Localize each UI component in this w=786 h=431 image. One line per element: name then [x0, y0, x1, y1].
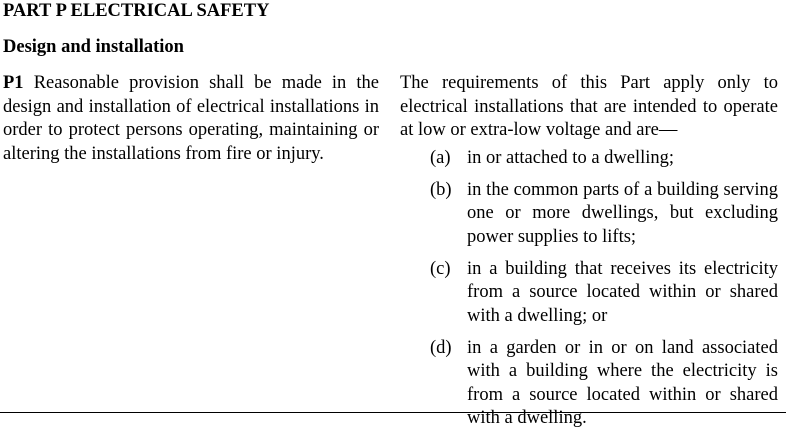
- limits-column: [400, 72, 778, 431]
- requirement-paragraph: [3, 72, 379, 166]
- limits-item: [400, 337, 778, 431]
- part-title: PART P ELECTRICAL SAFETY: [3, 1, 270, 21]
- limits-item: [400, 147, 778, 171]
- limits-intro: The requirements of this Part apply only to electrical installations that are intended to operate at low or extra-low voltage and are—: [400, 73, 778, 140]
- limits-list: [400, 147, 778, 431]
- list-item-text: in the common parts of a building serving one or more dwellings, but excluding power supplies to lifts;: [467, 179, 778, 247]
- list-marker: (a): [430, 147, 451, 168]
- list-item-text: in a building that receives its electricity from a source located within or shared with a dwelling; or: [467, 258, 778, 326]
- bottom-rule: [0, 412, 786, 413]
- requirement-text: Reasonable provision shall be made in the design and installation of electrical installations in order to protect persons operating, maintaining or altering the installations from fire or injury.: [3, 73, 380, 164]
- requirement-column: [3, 72, 379, 166]
- list-item-text: in or attached to a dwelling;: [467, 147, 675, 168]
- list-marker: (b): [430, 179, 452, 200]
- section-heading: Design and installation: [3, 37, 184, 57]
- list-item-text: in a garden or in or on land associated with a building where the electricity is from a source located within or shared with a dwelling.: [467, 337, 778, 428]
- limits-item: [400, 179, 778, 250]
- list-marker: (c): [430, 258, 451, 279]
- list-marker: (d): [430, 337, 452, 358]
- limits-item: [400, 258, 778, 329]
- requirement-code: P1: [3, 73, 24, 93]
